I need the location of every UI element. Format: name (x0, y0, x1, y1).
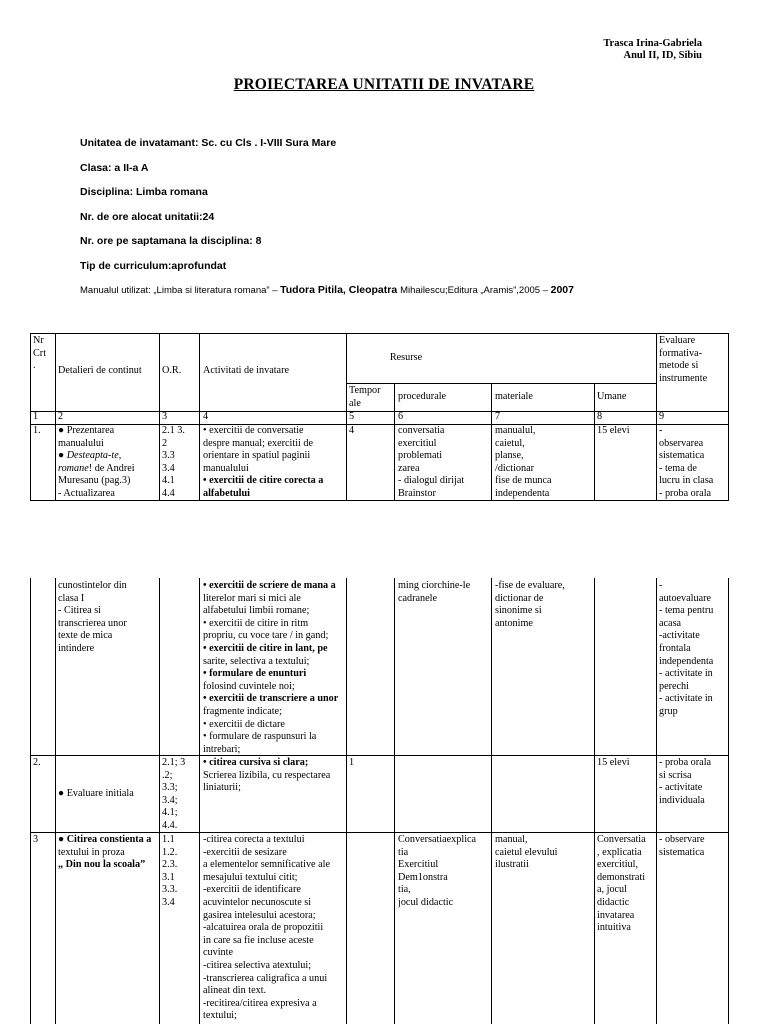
header-procedurale: procedurale (398, 391, 447, 402)
row1-det-item1: ● Prezentarea manualului (58, 425, 115, 449)
row1-materiale: manualul, caietul, planse, /dictionar fise de munca independenta (495, 425, 552, 499)
header-activitati: Activitati de invatare (203, 365, 289, 376)
author-year: Anul II, ID, Sibiu (623, 50, 702, 61)
row3-or: 1.1 1.2. 2.3. 3.1 3.3. 3.4 (162, 834, 178, 908)
manual-middle: Mihailescu;Editura „Aramis”,2005 – (400, 285, 551, 296)
page-title: PROIECTAREA UNITATII DE INVATARE (233, 76, 535, 93)
row1-act-b: • exercitii de citire corecta a alfabetului (203, 475, 324, 499)
row3-materiale: manual, caietul elevului ilustratii (495, 834, 558, 871)
row1c-act-3b: • formulare de enunturi (203, 668, 307, 680)
grid-line (394, 578, 395, 1024)
grid-line (30, 755, 729, 756)
row1c-materiale: -fise de evaluare, dictionar de sinonime si antonime (495, 580, 565, 629)
manual-prefix: Manualul utilizat: „Limba si literatura romana” – (80, 285, 281, 296)
info-unitate: Unitatea de invatamant: Sc. cu Cls . I-VIII Sura Mare (80, 137, 337, 149)
info-disciplina: Disciplina: Limba romana (80, 186, 208, 198)
grid-line (491, 578, 492, 1024)
header-temporale: Tempor ale (349, 385, 381, 409)
row3-detalieri (58, 834, 158, 872)
grid-line (55, 578, 56, 1024)
row1-act-a: • exercitii de conversatie despre manual; exercitii de orientare in spatiul paginii manualului (203, 425, 314, 474)
row1c-act-4b: • exercitii de transcriere a unor (203, 693, 339, 705)
row1c-procedurale: ming ciorchine-le cadranele (398, 580, 471, 604)
header-materiale: materiale (495, 391, 533, 402)
grid-line (594, 578, 595, 1024)
row1c-act-2: sarite, selectiva a textului; (203, 655, 310, 667)
header-evaluare: Evaluare formativa- metode si instrumente (659, 335, 708, 384)
row1-temporale: 4 (349, 425, 355, 436)
colnum-2: 2 (58, 411, 64, 422)
row2-detalieri: ● Evaluare initiala (58, 788, 134, 799)
manual-authors: Tudora Pitila, Cleopatra (280, 284, 401, 296)
row1-nr: 1. (33, 425, 41, 436)
row3-umane: Conversatia , explicatia exercitiul, demonstrati a, jocul didactic invatarea intuitiva (597, 834, 646, 934)
row1-detalieri (58, 425, 158, 501)
grid-line (159, 578, 160, 1024)
grid-line (491, 383, 492, 501)
manual-year: 2007 (550, 284, 574, 296)
grid-line (30, 578, 31, 1024)
row1c-act-3: folosind cuvintele noi; (203, 680, 295, 692)
colnum-1: 1 (33, 411, 39, 422)
colnum-9: 9 (659, 411, 665, 422)
row1c-act-2b: • exercitii de citire in lant, pe (203, 642, 328, 654)
row2-activitati (203, 757, 345, 795)
header-detalieri: Detalieri de continut (58, 365, 142, 376)
colnum-7: 7 (495, 411, 501, 422)
info-ore-saptamana: Nr. ore pe saptamana la disciplina: 8 (80, 235, 262, 247)
header-umane: Umane (597, 391, 627, 402)
info-clasa: Clasa: a II-a A (80, 162, 149, 174)
row1-procedurale: conversatia exercitiul problemati zarea - dialogul dirijat Brainstor (398, 425, 465, 499)
author-block (603, 38, 702, 62)
row1-or: 2.1 3. 2 3.3 3.4 4.1 4.4 (162, 425, 185, 499)
row2-evaluare: - proba orala si scrisa - activitate individuala (659, 757, 712, 806)
header-resurse: Resurse (389, 352, 423, 363)
colnum-5: 5 (349, 411, 355, 422)
row3-det-b: ● Citirea constienta a (58, 834, 152, 845)
row3-nr: 3 (33, 834, 39, 845)
grid-line (30, 832, 729, 833)
grid-line (394, 383, 395, 501)
row3-evaluare: - observare sistematica (659, 834, 705, 858)
header-or: O.R. (162, 365, 182, 376)
info-manual (80, 284, 574, 296)
grid-line (159, 333, 160, 501)
grid-line (30, 411, 729, 412)
row2-nr: 2. (33, 757, 41, 768)
row2-act-b: • citirea cursiva si clara; (203, 757, 309, 768)
info-curriculum: Tip de curriculum:aprofundat (80, 260, 227, 272)
colnum-6: 6 (398, 411, 404, 422)
row3-procedurale: Conversatiaexplica tia Exercitiul Dem1onstra tia, jocul didactic (398, 834, 477, 908)
row1-umane: 15 elevi (597, 425, 630, 436)
grid-line (656, 578, 657, 1024)
row2-temporale: 1 (349, 757, 355, 768)
row1-det-title: Desteapta-te, romane (58, 450, 122, 474)
author-name: Trasca Irina-Gabriela (603, 38, 702, 49)
colnum-4: 4 (203, 411, 209, 422)
colnum-8: 8 (597, 411, 603, 422)
row1c-act-4: fragmente indicate; • exercitii de dictare • formulare de raspunsuri la intrebari; (203, 705, 317, 755)
grid-line (346, 578, 347, 1024)
grid-line (199, 333, 200, 501)
row3-det: textului in proza (58, 846, 125, 858)
row1c-evaluare: - autoevaluare - tema pentru acasa -activitate frontala independenta - activitate in perechi - activitate in grup (659, 580, 714, 717)
row2-act: Scrierea lizibila, cu respectarea liniaturii; (203, 769, 331, 794)
row2-or: 2.1; 3 .2; 3.3; 3.4; 4.1; 4.4. (162, 757, 186, 831)
row1-evaluare: - observarea sistematica - tema de lucru in clasa - proba orala (659, 425, 714, 499)
row1c-act-1: literelor mari si mici ale alfabetului limbii romane; • exercitii de citire in ritm propriu, cu voce tare / in gand; (203, 592, 329, 642)
row1c-activitati (203, 580, 345, 755)
row1-det-bullet: ● (58, 450, 67, 462)
row1c-detalieri: cunostintelor din clasa I - Citirea si transcrierea unor texte de mica intindere (58, 580, 127, 654)
row1-det-rest: ! de Andrei Muresanu (pag.3) - Actualizarea (58, 462, 135, 499)
colnum-3: 3 (162, 411, 168, 422)
header-nr: Nr Crt . (33, 335, 47, 372)
grid-line (728, 578, 729, 1024)
row2-umane: 15 elevi (597, 757, 630, 768)
row1-activitati (203, 425, 345, 501)
grid-line (55, 333, 56, 501)
row3-activitati: -citirea corecta a textului -exercitii de sesizare a elementelor semnificative ale mesajului textului citit; -exercitii de identificare acuvintelor necunoscute si gasirea intelesului acestora; -alcatuirea orala de propozitii in care sa fie incluse aceste cuvinte -citirea selectiva atextului; -transcrierea caligrafica a unui alineat din text. -recitirea/citirea expresiva a textului; (203, 834, 330, 1022)
grid-line (199, 578, 200, 1024)
grid-line (656, 333, 657, 501)
grid-line (594, 383, 595, 501)
row1c-act-1b: • exercitii de scriere de mana a (203, 580, 336, 591)
grid-line (346, 383, 656, 384)
row3-det-title: „ Din nou la scoala” (58, 859, 146, 871)
info-ore-alocat: Nr. de ore alocat unitatii:24 (80, 211, 215, 223)
